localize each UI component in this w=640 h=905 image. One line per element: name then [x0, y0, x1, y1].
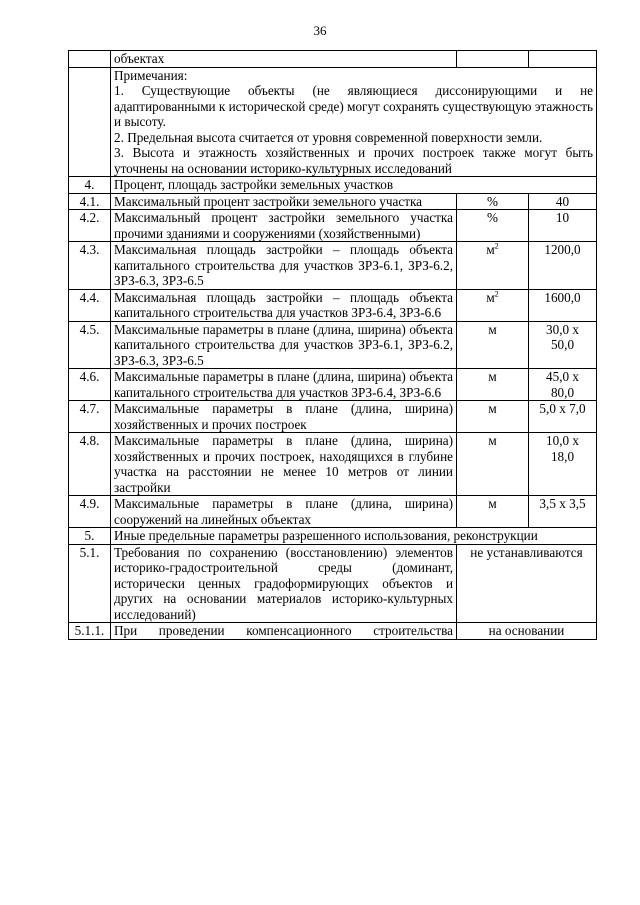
row-text: Требования по сохранению (восстановлению) элементов историко-градостроительной среды (доминант, исторически ценных градоформирующих объектов и других на основании материалов историко-культурных исследований) — [111, 544, 457, 623]
section-title: Иные предельные параметры разрешенного использования, реконструкции — [111, 528, 597, 545]
row-value — [529, 433, 597, 496]
row-value: 1200,0 — [529, 242, 597, 290]
value-line-2: 18,0 — [550, 448, 575, 464]
section-title: Процент, площадь застройки земельных участков — [111, 177, 597, 194]
row-unit: м — [457, 369, 529, 401]
row-unit — [457, 289, 529, 321]
row-unit: м — [457, 321, 529, 369]
row-text: Максимальная площадь застройки – площадь объекта капитального строительства для участков ЗРЗ-6.1, ЗРЗ-6.2, ЗРЗ-6.3, ЗРЗ-6.5 — [111, 242, 457, 290]
row-value: не устанавливаются — [457, 544, 597, 623]
section-number: 5. — [69, 528, 111, 545]
row-text: Максимальные параметры в плане (длина, ширина) хозяйственных и прочих построек, находящихся в глубине участка на расстоянии не менее 10 метров от линии застройки — [111, 433, 457, 496]
unit-superscript: 2 — [494, 289, 499, 299]
row-number: 4.4. — [69, 289, 111, 321]
row-value: 3,5 х 3,5 — [529, 496, 597, 528]
unit-superscript: 2 — [494, 241, 499, 251]
row-number: 4.7. — [69, 401, 111, 433]
row-text: Максимальные параметры в плане (длина, ширина) объекта капитального строительства для участков ЗРЗ-6.4, ЗРЗ-6.6 — [111, 369, 457, 401]
row-number: 5.1. — [69, 544, 111, 623]
table-row — [69, 210, 597, 242]
row-value — [529, 321, 597, 369]
row-unit: м — [457, 496, 529, 528]
row-value — [529, 369, 597, 401]
page-number: 36 — [313, 23, 327, 38]
row-unit — [457, 51, 529, 68]
row-number: 4.5. — [69, 321, 111, 369]
row-text: При проведении компенсационного строительства — [111, 623, 457, 640]
row-unit: м — [457, 401, 529, 433]
row-text: объектах — [111, 51, 457, 68]
value-line-1: 30,0 х — [546, 321, 579, 337]
row-unit: % — [457, 193, 529, 210]
section-row — [69, 177, 597, 194]
row-number — [69, 51, 111, 68]
row-text: Максимальные параметры в плане (длина, ширина) хозяйственных и прочих построек — [111, 401, 457, 433]
row-unit: м — [457, 433, 529, 496]
row-number: 4.1. — [69, 193, 111, 210]
row-value — [529, 51, 597, 68]
table-row — [69, 242, 597, 290]
value-line-2: 50,0 — [550, 337, 575, 352]
row-number: 4.9. — [69, 496, 111, 528]
value-line-2: 80,0 — [550, 384, 575, 400]
value-line-1: 45,0 х — [546, 369, 579, 384]
unit-text: м — [486, 289, 495, 305]
row-text: Максимальные параметры в плане (длина, ширина) объекта капитального строительства для участков ЗРЗ-6.1, ЗРЗ-6.2, ЗРЗ-6.3, ЗРЗ-6.5 — [111, 321, 457, 369]
section-row — [69, 528, 597, 545]
notes-cell — [111, 67, 597, 177]
row-value: 1600,0 — [529, 289, 597, 321]
table-row — [69, 51, 597, 68]
row-number: 4.8. — [69, 433, 111, 496]
table-row — [69, 369, 597, 401]
row-value: 40 — [529, 193, 597, 210]
row-number: 4.3. — [69, 242, 111, 290]
table-row — [69, 289, 597, 321]
table-row — [69, 623, 597, 640]
row-number — [69, 67, 111, 177]
row-unit: % — [457, 210, 529, 242]
row-number: 4.6. — [69, 369, 111, 401]
row-number: 4.2. — [69, 210, 111, 242]
table-row-notes — [69, 67, 597, 177]
parameters-table — [68, 50, 597, 640]
row-number: 5.1.1. — [69, 623, 111, 640]
table-row — [69, 401, 597, 433]
row-value: на основании — [457, 623, 597, 640]
note-2: 2. Предельная высота считается от уровня современной поверхности земли. — [114, 129, 543, 145]
note-1: 1. Существующие объекты (не являющиеся диссонирующими и не адаптированными к исторической среде) могут сохранять существующую этажность и высоту. — [114, 83, 593, 129]
table-row — [69, 496, 597, 528]
row-text: Максимальный процент застройки земельного участка прочими зданиями и сооружениями (хозяйственными) — [111, 210, 457, 242]
row-text: Максимальные параметры в плане (длина, ширина) сооружений на линейных объектах — [111, 496, 457, 528]
row-text: Максимальный процент застройки земельного участка — [111, 193, 457, 210]
notes-title: Примечания: — [114, 67, 188, 83]
row-value: 5,0 х 7,0 — [529, 401, 597, 433]
value-line-1: 10,0 х — [546, 433, 579, 448]
note-3: 3. Высота и этажность хозяйственных и прочих построек также могут быть уточнены на основании историко-культурных исследований — [114, 145, 593, 176]
unit-text: м — [486, 242, 495, 257]
table-row — [69, 193, 597, 210]
table-row — [69, 433, 597, 496]
table-row — [69, 321, 597, 369]
row-unit — [457, 242, 529, 290]
section-number: 4. — [69, 177, 111, 194]
row-text: Максимальная площадь застройки – площадь объекта капитального строительства для участков ЗРЗ-6.4, ЗРЗ-6.6 — [111, 289, 457, 321]
row-value: 10 — [529, 210, 597, 242]
table-row — [69, 544, 597, 623]
